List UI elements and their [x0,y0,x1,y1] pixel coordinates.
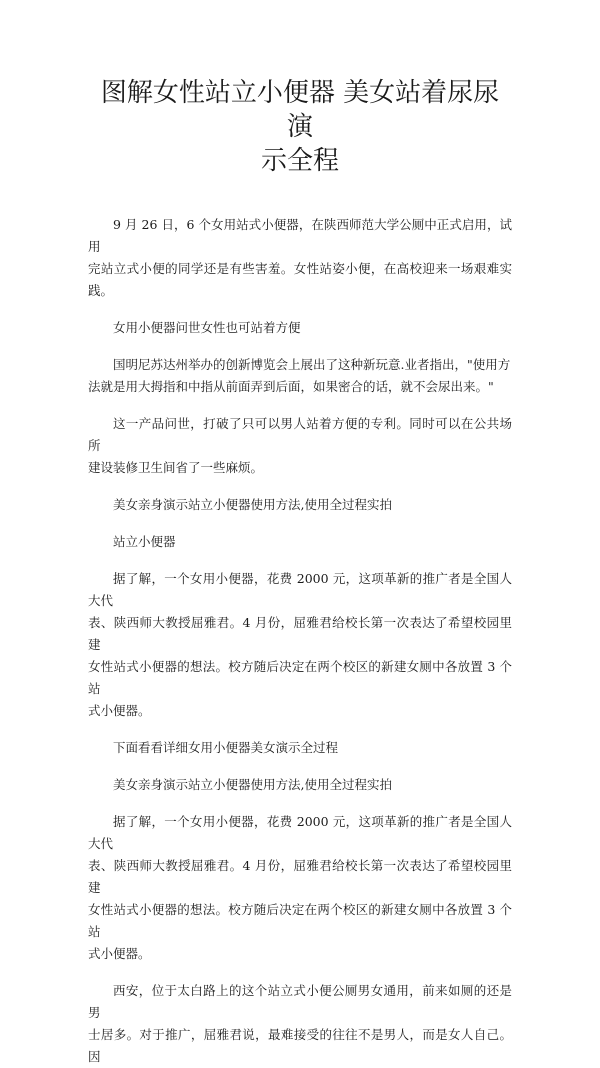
paragraph [88,214,512,302]
document-body [88,214,512,1068]
text-line: 国明尼苏达州举办的创新博览会上展出了这种新玩意.业者指出，"使用方 [113,357,511,372]
text-line: 女性站式小便器的想法。校方随后决定在两个校区的新建女厕中各放置 3 个站 [88,902,512,939]
paragraph [88,811,512,965]
paragraph [88,413,512,479]
paragraph [88,568,512,722]
text-line: 建设装修卫生间省了一些麻烦。 [88,460,264,475]
paragraph [88,354,512,398]
subheading: 站立小便器 [113,534,176,549]
text-line: 这一产品问世，打破了只可以男人站着方便的专利。同时可以在公共场所 [88,416,512,453]
document-title [88,0,512,178]
text-line: 据了解，一个女用小便器，花费 2000 元，这项革新的推广者是全国人大代 [88,571,512,608]
text-line: 式小便器。 [88,703,151,718]
text-line: 式小便器。 [88,946,151,961]
text-line: 表、陕西师大教授屈雅君。4 月份，屈雅君给校长第一次表达了希望校园里建 [88,858,512,895]
title-line: 示全程 [260,146,339,176]
paragraph [88,980,512,1068]
text-line: 据了解，一个女用小便器，花费 2000 元，这项革新的推广者是全国人大代 [88,814,512,851]
subheading: 女用小便器问世女性也可站着方便 [113,320,301,335]
text-line: 法就是用大拇指和中指从前面弄到后面，如果密合的话，就不会尿出来。" [88,379,494,394]
subheading: 美女亲身演示站立小便器使用方法,使用全过程实拍 [113,497,392,512]
text-line: 9 月 26 日，6 个女用站式小便器，在陕西师范大学公厕中正式启用，试用 [88,217,512,254]
text-line: 女性站式小便器的想法。校方随后决定在两个校区的新建女厕中各放置 3 个站 [88,659,512,696]
text-line: 西安，位于太白路上的这个站立式小便公厕男女通用，前来如厕的还是男 [88,983,512,1020]
text-line: 士居多。对于推广，屈雅君说，最难接受的往往不是男人，而是女人自己。因 [88,1027,512,1064]
title-line: 图解女性站立小便器 美女站着尿尿演 [100,78,500,142]
text-line: 表、陕西师大教授屈雅君。4 月份，屈雅君给校长第一次表达了希望校园里建 [88,615,512,652]
subheading: 下面看看详细女用小便器美女演示全过程 [113,740,339,755]
subheading: 美女亲身演示站立小便器使用方法,使用全过程实拍 [113,777,392,792]
text-line: 完站立式小便的同学还是有些害羞。女性站姿小便，在高校迎来一场艰难实践。 [88,261,512,298]
